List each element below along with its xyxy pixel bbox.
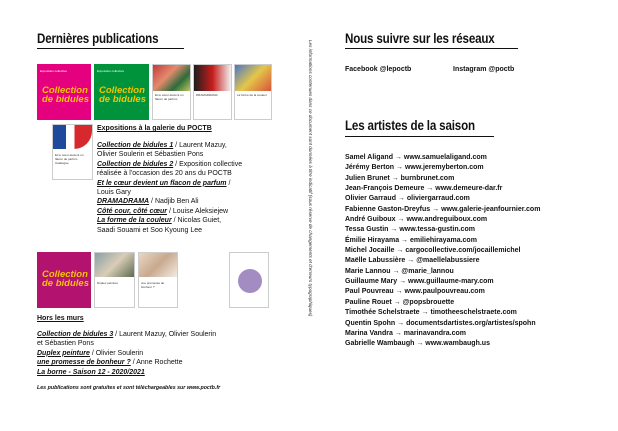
cover-la-borne[interactable] (229, 252, 269, 308)
artist-link[interactable]: @maellelabussiere (416, 257, 480, 265)
pub-title[interactable]: La forme de la couleur (97, 217, 172, 225)
cover-forme-couleur[interactable]: La forme de la couleur (234, 64, 272, 120)
artist-name: Timothée Schelstraete (345, 309, 420, 317)
artist-row (345, 298, 540, 308)
artist-row (345, 205, 540, 215)
pub-title[interactable]: Et le cœur devient un flacon de parfum (97, 179, 227, 187)
artist-row (345, 319, 540, 329)
right-title-rule-1 (345, 48, 518, 49)
pub-title[interactable]: une promesse de bonheur ? (37, 359, 131, 367)
cover-catalogue[interactable]: Et le cœur devient un flacon de parfum Catalogue (52, 124, 93, 180)
artist-link[interactable]: timotheeschelstraete.com (430, 309, 517, 317)
cover-image (194, 65, 231, 91)
arrow-right-icon: → (401, 236, 409, 244)
artist-row (345, 287, 540, 297)
pub-title[interactable]: DRAMADRAMA (97, 198, 150, 206)
artist-name: Fabienne Gaston-Dreyfus (345, 205, 431, 213)
artist-name: Marie Lannou (345, 267, 391, 275)
arrow-right-icon: → (407, 257, 415, 265)
arrow-right-icon: → (397, 195, 405, 203)
pub-title[interactable]: Collection de bidules 2 (97, 160, 174, 168)
artist-name: Pauline Rouet (345, 298, 392, 306)
artist-link[interactable]: documentsdartistes.org/artistes/spohn (406, 319, 536, 327)
artist-row (345, 329, 540, 339)
cover-image (235, 65, 271, 91)
cover-promesse-bonheur[interactable]: une promesse de bonheur ? (138, 252, 178, 308)
arrow-right-icon: → (399, 278, 407, 286)
artist-row (345, 256, 540, 266)
artist-link[interactable]: www.paulpouvreau.com (404, 288, 485, 296)
hors-list: Collection de bidules 3 / Laurent Mazuy, Olivier Soulerin et Sébastien Pons Duplex peinture / Olivier Soulerin une promesse de bonheur ? / Anne Rochette La borne - Saison 12 - 2020/2021 (37, 331, 217, 376)
artist-name: Jean-François Demeure (345, 185, 425, 193)
vertical-note: Les informations contenues dans ce document sont données à titre indicatif (sous réserve de changements et d'erreurs typographiques) (308, 40, 313, 317)
artist-link[interactable]: @marie_lannou (401, 267, 454, 275)
cover-image (53, 125, 92, 149)
artist-link[interactable]: www.wambaugh.us (425, 340, 490, 348)
pub-title[interactable]: La borne - Saison 12 - 2020/2021 (37, 368, 145, 376)
artist-name: Tessa Gustin (345, 226, 389, 234)
artist-name: Maëlle Labussière (345, 257, 406, 265)
cover-image (153, 65, 190, 91)
arrow-right-icon: → (393, 298, 401, 306)
instagram-link[interactable]: Instagram @poctb (453, 66, 515, 73)
arrow-right-icon: → (395, 164, 403, 172)
artist-link[interactable]: www.samuelaligand.com (403, 154, 487, 161)
footnote: Les publications sont gratuites et sont téléchargeables sur www.poctb.fr (37, 385, 221, 391)
arrow-right-icon: → (395, 288, 403, 296)
artist-name: Guillaume Mary (345, 278, 398, 286)
left-title-rule (37, 48, 184, 49)
artist-link[interactable]: www.guillaume-mary.com (408, 278, 494, 286)
arrow-right-icon: → (421, 309, 429, 317)
artist-link[interactable]: marinavandra.com (403, 329, 467, 337)
arrow-right-icon: → (394, 154, 402, 161)
arrow-right-icon: → (397, 319, 405, 327)
artist-link[interactable]: oliviergarraud.com (406, 195, 470, 203)
artist-name: André Guiboux (345, 216, 396, 224)
arrow-right-icon: → (432, 205, 440, 213)
artist-row (345, 277, 540, 287)
right-title-rule-2 (345, 136, 494, 137)
artist-row (345, 153, 540, 163)
pub-title[interactable]: Collection de bidules 1 (97, 142, 174, 149)
cover-collection-bidules-3[interactable]: Collection de bidules (37, 252, 91, 308)
right-title-artists: Les artistes de la saison (345, 118, 475, 133)
arrow-right-icon: → (394, 329, 402, 337)
facebook-link[interactable]: Facebook @lepoctb (345, 66, 412, 73)
artist-name: Samel Aligand (345, 154, 393, 161)
galerie-list: Collection de bidules 1 / Laurent Mazuy, Olivier Soulerin et Sébastien Pons Collection de bidules 2 / Exposition collective réalisée à l'occasion des 20 ans du POCTB Et le cœur devient un flacon de parfum / Louis Gary DRAMADRAMA / Nadjib Ben Ali Côté cour, côté cœur / Louise Aleksiejew La forme de la couleur / Nicolas Guiet, Saadi Souami et Soo Kyoung Lee (97, 142, 243, 234)
artist-row (345, 267, 540, 277)
artist-link[interactable]: burnbrunet.com (400, 174, 455, 182)
artist-name: Paul Pouvreau (345, 288, 394, 296)
artist-link[interactable]: www.andreguiboux.com (406, 216, 488, 224)
arrow-right-icon: → (396, 247, 404, 255)
artist-name: Quentin Spohn (345, 319, 396, 327)
artist-row (345, 236, 540, 246)
pub-title[interactable]: Collection de bidules 3 (37, 331, 114, 338)
pub-title[interactable]: Côté cour, côté cœur (97, 207, 168, 215)
cover-image (95, 253, 134, 277)
lilac-circle-icon (238, 269, 262, 293)
right-title-networks: Nous suivre sur les réseaux (345, 31, 495, 46)
artist-row (345, 174, 540, 184)
artist-row (345, 246, 540, 256)
cover-collection-bidules-2[interactable]: Exposition collective Collection de bidules (94, 64, 149, 120)
cover-flacon-de-parfum[interactable]: Et le cœur devient un flacon de parfum (152, 64, 191, 120)
artist-row (345, 163, 540, 173)
hors-section (37, 314, 84, 323)
artist-name: Marina Vandra (345, 329, 393, 337)
artist-row (345, 194, 540, 204)
artist-link[interactable]: emiliehirayama.com (410, 236, 477, 244)
left-title: Dernières publications (37, 31, 159, 46)
artist-name: Julien Brunet (345, 174, 390, 182)
pub-title[interactable]: Duplex peinture (37, 349, 90, 357)
artist-row (345, 225, 540, 235)
artist-name: Olivier Garraud (345, 195, 396, 203)
arrow-right-icon: → (390, 226, 398, 234)
artist-row (345, 339, 540, 349)
arrow-right-icon: → (416, 340, 424, 348)
artist-link[interactable]: www.demeure-dar.fr (435, 185, 503, 193)
cover-image (139, 253, 177, 277)
artist-name: Jérémy Berton (345, 164, 395, 172)
galerie-heading: Expositions à la galerie du POCTB (97, 125, 212, 132)
cover-dramadrama[interactable]: DRAMADRAMA (193, 64, 232, 120)
artist-row (345, 308, 540, 318)
artists-list (345, 153, 540, 350)
artist-link[interactable]: www.jeremyberton.com (404, 164, 484, 172)
artist-link[interactable]: @popsbrouette (402, 298, 455, 306)
arrow-right-icon: → (426, 185, 434, 193)
cover-duplex-peinture[interactable]: Duplex peinture (94, 252, 135, 308)
artist-row (345, 215, 540, 225)
artist-name: Gabrielle Wambaugh (345, 340, 415, 348)
artist-link[interactable]: www.galerie-jeanfournier.com (441, 205, 541, 213)
hors-heading: Hors les murs (37, 315, 84, 322)
galerie-section (97, 124, 212, 133)
cover-collection-bidules-1[interactable]: Exposition collective Collection de bidules (37, 64, 91, 120)
artist-name: Michel Jocaille (345, 247, 395, 255)
artist-link[interactable]: www.tessa-gustin.com (399, 226, 475, 234)
artist-row (345, 184, 540, 194)
arrow-right-icon: → (391, 174, 399, 182)
artist-link[interactable]: cargocollective.com/jocaillemichel (405, 247, 521, 255)
arrow-right-icon: → (397, 216, 405, 224)
artist-name: Émilie Hirayama (345, 236, 400, 244)
arrow-right-icon: → (392, 267, 400, 275)
